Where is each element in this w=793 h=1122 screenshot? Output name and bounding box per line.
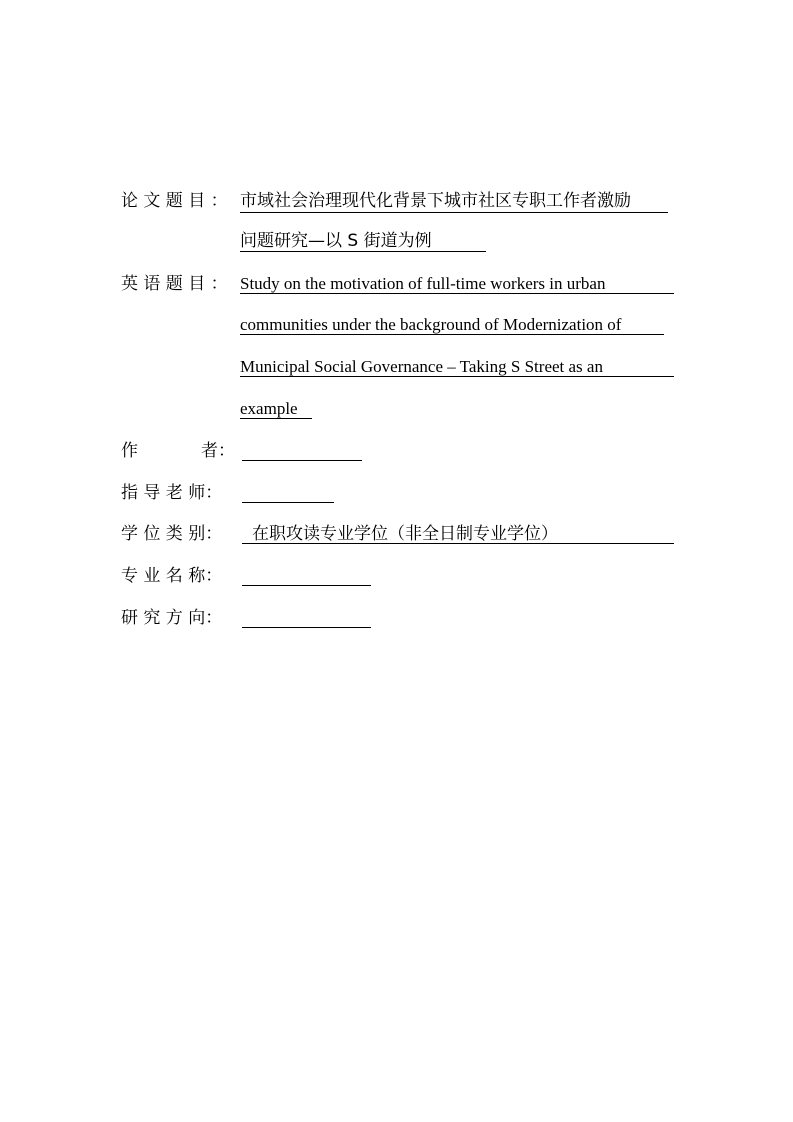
thesis-title-line-2: 问题研究—以 S 街道为例 — [240, 231, 432, 251]
major-underline — [242, 585, 371, 586]
thesis-title-label: 论 文 题 目 ： — [121, 191, 228, 211]
english-title-underline-1 — [240, 293, 674, 294]
degree-type-value: 在职攻读专业学位（非全日制专业学位） — [252, 524, 558, 544]
advisor-underline — [242, 502, 334, 503]
english-title-line-4: example — [240, 399, 298, 418]
degree-type-underline — [242, 543, 674, 544]
research-direction-label: 研 究 方 向： — [121, 608, 223, 628]
major-label: 专 业 名 称： — [121, 566, 223, 586]
thesis-title-underline-2 — [240, 251, 486, 252]
english-title-line-2: communities under the background of Modernization of — [240, 315, 622, 334]
author-label-right: 者： — [201, 441, 235, 461]
thesis-title-line-1: 市域社会治理现代化背景下城市社区专职工作者激励 — [240, 191, 631, 211]
degree-type-label: 学 位 类 别： — [121, 524, 223, 544]
author-underline — [242, 460, 362, 461]
author-label — [121, 441, 235, 461]
thesis-title-underline-1 — [240, 212, 668, 213]
author-label-left: 作 — [121, 441, 138, 461]
english-title-underline-2 — [240, 334, 664, 335]
advisor-label: 指 导 老 师： — [121, 483, 223, 503]
english-title-underline-3 — [240, 376, 674, 377]
research-direction-underline — [242, 627, 371, 628]
english-title-label: 英 语 题 目 ： — [121, 274, 228, 294]
english-title-underline-4 — [240, 418, 312, 419]
english-title-line-1: Study on the motivation of full-time workers in urban — [240, 274, 606, 293]
english-title-line-3: Municipal Social Governance – Taking S Street as an — [240, 357, 603, 376]
